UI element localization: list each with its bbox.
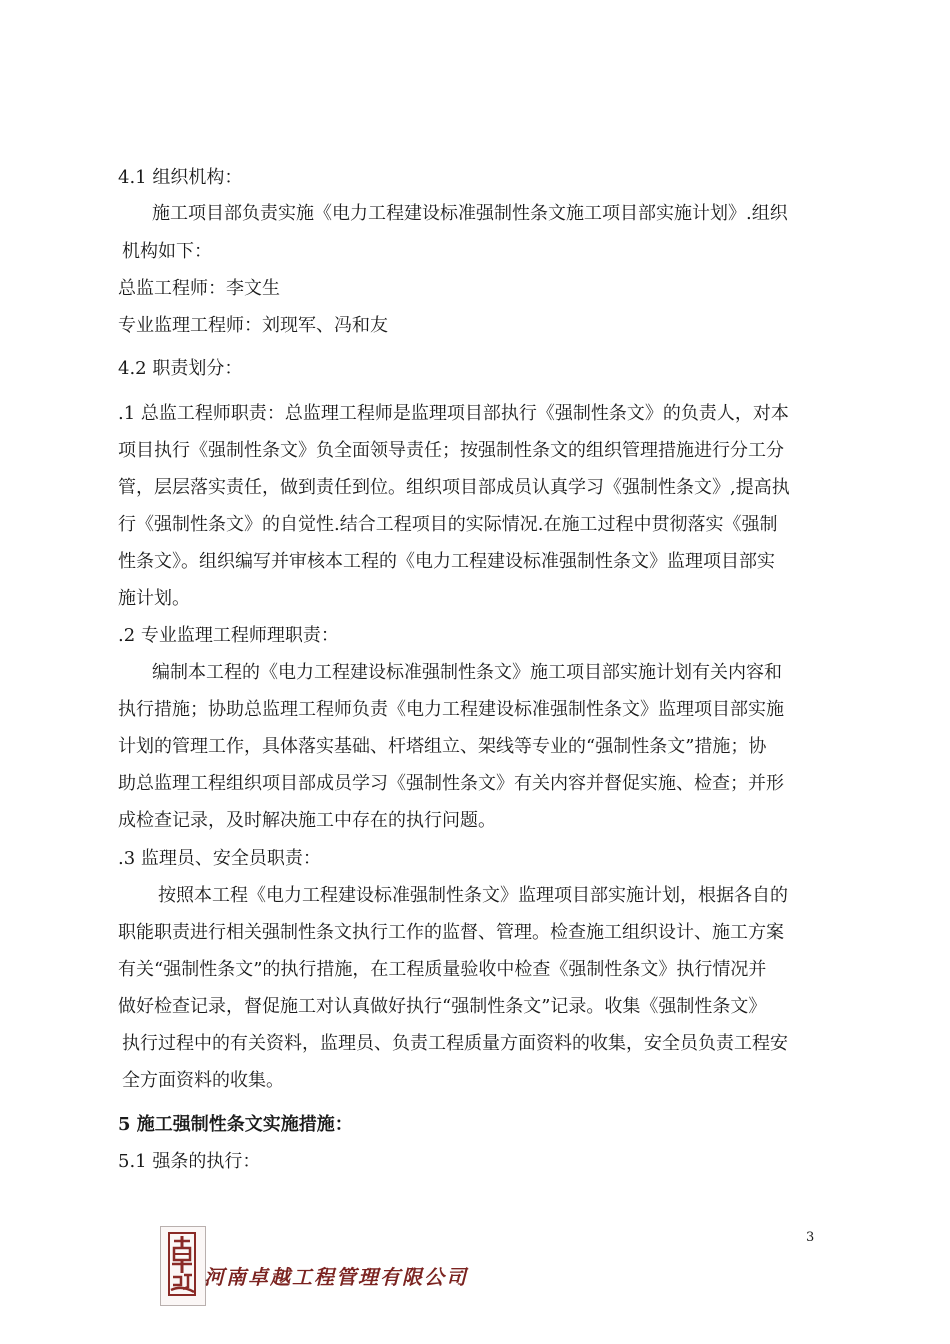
company-name: 河南卓越工程管理有限公司 [204, 1265, 468, 1289]
section-4-1-intro-line-2: 机构如下： [122, 241, 212, 262]
company-logo [160, 1226, 468, 1310]
duty-3-line-1: 按照本工程《电力工程建设标准强制性条文》监理项目部实施计划，根据各自的 [158, 885, 788, 906]
section-4-1-heading: 4.1 组织机构： [118, 167, 243, 188]
duty-3-line-5: 执行过程中的有关资料，监理员、负责工程质量方面资料的收集，安全员负责工程安 [122, 1033, 788, 1054]
duty-2-line-5: 成检查记录，及时解决施工中存在的执行问题。 [118, 810, 496, 831]
chief-engineer-line: 总监工程师：李文生 [118, 278, 280, 299]
duty-3-heading: .3 监理员、安全员职责： [118, 848, 321, 869]
section-5-1-heading: 5.1 强条的执行： [118, 1151, 261, 1172]
section-4-1-intro-line-1: 施工项目部负责实施《电力工程建设标准强制性条文施工项目部实施计划》.组织 [152, 203, 788, 224]
duty-1-line-2: 项目执行《强制性条文》负全面领导责任；按强制性条文的组织管理措施进行分工分 [118, 440, 784, 461]
duty-1-line-6: 施计划。 [118, 588, 190, 609]
duty-2-line-4: 助总监理工程组织项目部成员学习《强制性条文》有关内容并督促实施、检查；并形 [118, 773, 784, 794]
duty-3-line-2: 职能职责进行相关强制性条文执行工作的监督、管理。检查施工组织设计、施工方案 [118, 922, 784, 943]
seal-glyph-icon [161, 1227, 205, 1305]
duty-2-heading: .2 专业监理工程师理职责： [118, 625, 339, 646]
duty-1-line-4: 行《强制性条文》的自觉性.结合工程项目的实际情况.在施工过程中贯彻落实《强制 [118, 514, 778, 535]
page-number: 3 [806, 1230, 815, 1245]
section-5-heading: 5 施工强制性条文实施措施： [118, 1114, 353, 1135]
section-4-2-heading: 4.2 职责划分： [118, 358, 243, 379]
duty-3-line-4: 做好检查记录，督促施工对认真做好执行“强制性条文”记录。收集《强制性条文》 [118, 996, 767, 1017]
duty-1-line-5: 性条文》。组织编写并审核本工程的《电力工程建设标准强制性条文》监理项目部实 [118, 551, 775, 572]
duty-3-line-6: 全方面资料的收集。 [122, 1070, 284, 1091]
specialist-engineer-line: 专业监理工程师：刘现军、冯和友 [118, 315, 388, 336]
duty-1-line-1: .1 总监工程师职责：总监理工程师是监理项目部执行《强制性条文》的负责人，对本 [118, 403, 789, 424]
duty-3-line-3: 有关“强制性条文”的执行措施，在工程质量验收中检查《强制性条文》执行情况并 [118, 959, 767, 980]
seal-logo-icon [160, 1226, 206, 1306]
duty-2-line-2: 执行措施；协助总监理工程师负责《电力工程建设标准强制性条文》监理项目部实施 [118, 699, 784, 720]
duty-2-line-3: 计划的管理工作，具体落实基础、杆塔组立、架线等专业的“强制性条文”措施；协 [118, 736, 767, 757]
duty-1-line-3: 管，层层落实责任，做到责任到位。组织项目部成员认真学习《强制性条文》,提高执 [118, 477, 790, 498]
duty-2-line-1: 编制本工程的《电力工程建设标准强制性条文》施工项目部实施计划有关内容和 [152, 662, 782, 683]
